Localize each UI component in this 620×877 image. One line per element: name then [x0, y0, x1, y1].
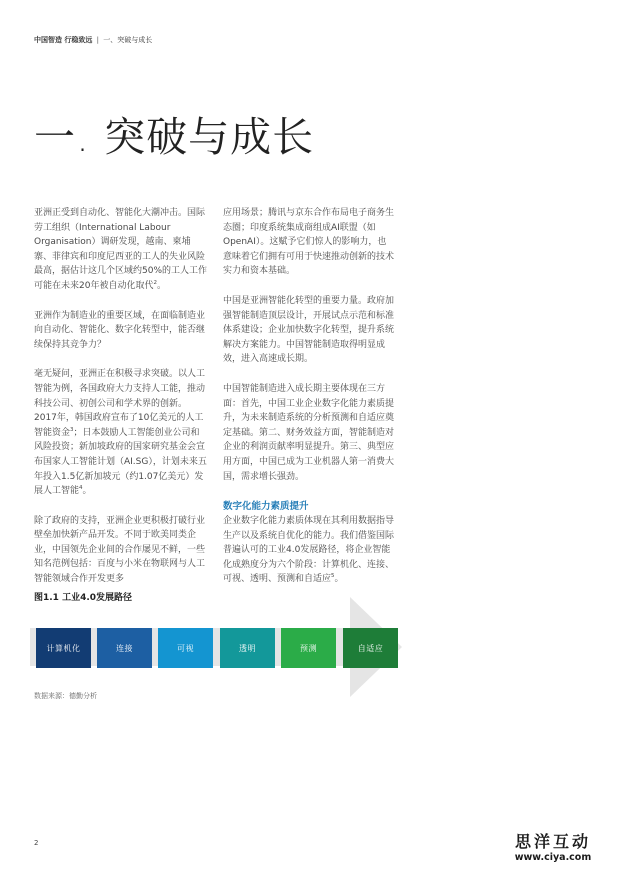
page-number: 2	[34, 839, 39, 847]
left-p3-text-c: 。	[82, 486, 92, 497]
header-section: 一、突破与成长	[103, 36, 153, 44]
stage-steps	[36, 628, 398, 668]
figure-title: 图1.1 工业4.0发展路径	[34, 593, 133, 603]
step-adaptability	[343, 628, 398, 668]
right-p4-end: 。	[334, 574, 344, 585]
step-visibility	[158, 628, 213, 668]
left-p3-text-b: ；日本鼓励人工智能创业公司和风险投资；新加坡政府的国家研究基金会宣布国家人工智能计划（AI.SG），计划未来五年投入1.5亿新加坡元（约1.07亿美元）发展人工智能	[34, 427, 207, 497]
footnote-ref-4: 4	[79, 485, 83, 492]
left-column	[34, 206, 208, 602]
right-column	[223, 206, 395, 602]
right-p4-text: 企业数字化能力素质体现在其利用数据指导生产以及系统自优化的能力。我们借鉴国际普遍认可的工业4.0发展路径，将企业智能化成熟度分为六个阶段：计算机化、连接、可视、透明、预测和自适应	[223, 516, 395, 585]
footnote-ref-2: 2	[153, 279, 157, 286]
section-heading: 数字化能力素质提升	[223, 501, 309, 513]
left-paragraph-1	[34, 206, 208, 294]
watermark-logo	[501, 832, 605, 868]
left-p1-end: 。	[156, 280, 166, 291]
right-paragraph-2: 中国是亚洲智能化转型的重要力量。政府加强智能制造顶层设计，开展试点示范和标准体系建设；企业加快数字化转型，提升系统解决方案能力。中国智能制造取得明显成效，进入高速成长期。	[223, 295, 395, 365]
running-header	[34, 35, 152, 45]
left-paragraph-2: 亚洲作为制造业的重要区域，在面临制造业向自动化、智能化、数字化转型中，能否继续保持其竞争力？	[34, 310, 206, 350]
step-predictive	[281, 628, 336, 668]
footnote-ref-3: 3	[70, 426, 74, 433]
right-paragraph-4	[223, 514, 395, 587]
step-computerization	[36, 628, 91, 668]
right-paragraph-3: 中国智能制造进入成长期主要体现在三方面：首先，中国工业企业数字化能力素质提升，为未来制造系统的分析预测和自适应奠定基础。第二、财务效益方面，智能制造对企业的利润贡献率明显提升。第三、典型应用方面，中国已成为工业机器人第一消费大国，需求增长强劲。	[223, 383, 395, 482]
step-label: 预测	[300, 643, 317, 653]
watermark-line2: www.ciya.com	[514, 852, 592, 863]
step-transparency	[220, 628, 275, 668]
left-paragraph-3	[34, 367, 208, 498]
left-paragraph-4: 除了政府的支持，亚洲企业更积极打破行业壁垒加快新产品开发。不同于欧美同类企业，中国领先企业间的合作屡见不鲜，一些知名范例包括：百度与小米在物联网与人工智能领域合作开发更多	[34, 515, 206, 585]
step-label: 透明	[239, 643, 256, 653]
watermark-line1: 思洋互动	[514, 832, 591, 851]
step-label: 可视	[177, 643, 194, 653]
header-separator: |	[96, 36, 100, 44]
left-p3-text-a: 毫无疑问，亚洲正在积极寻求突破。以人工智能为例，各国政府大力支持人工能，推动科技公司、初创公司和学术界的创新。2017年，韩国政府宣布了10亿美元的人工智能资金	[34, 369, 206, 438]
step-label: 计算机化	[46, 643, 81, 653]
figure-source: 数据来源：德勤分析	[34, 692, 97, 700]
page-title: 一. 突破与成长	[34, 113, 315, 161]
step-label: 连接	[116, 643, 133, 653]
left-p1-text: 亚洲正受到自动化、智能化大潮冲击。国际劳工组织（International Labour Organisation）调研发现，越南、柬埔寨、菲律宾和印度尼西亚的工人的失业风险最高，据估计这几个区域约50%的工人工作可能在未来20年被自动化取代	[34, 208, 208, 291]
step-connectivity	[97, 628, 152, 668]
footnote-ref-5: 5	[331, 573, 335, 580]
step-label: 自适应	[357, 643, 384, 653]
header-brand: 中国智造 行稳致远	[34, 36, 93, 44]
right-paragraph-1: 应用场景；腾讯与京东合作布局电子商务生态圈；印度系统集成商组成AI联盟（如OpenAI）。这赋予它们惊人的影响力，也意味着它们拥有可用于快速推动创新的技术实力和资本基础。	[223, 208, 395, 277]
